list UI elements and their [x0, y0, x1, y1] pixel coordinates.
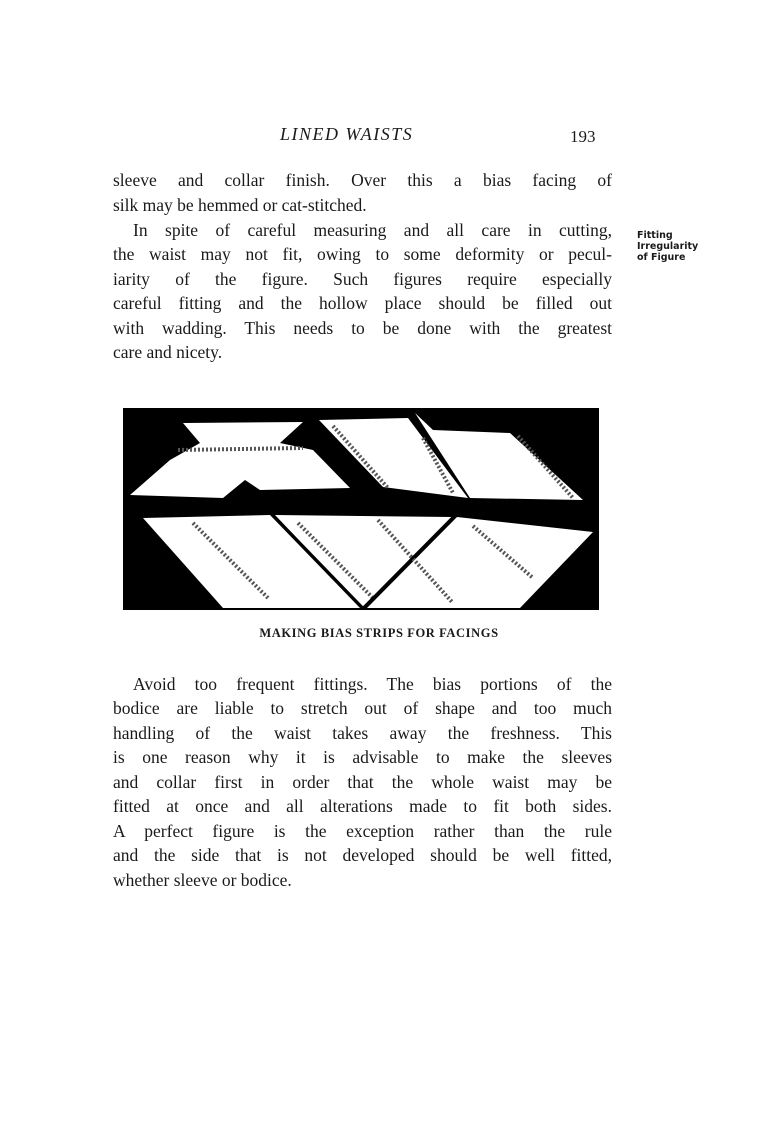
text-line: In spite of careful measuring and all care in cutting, — [133, 220, 612, 240]
margin-note-line: Irregularity — [637, 241, 699, 252]
text-line: A perfect figure is the exception rather than the rule — [113, 821, 612, 841]
text-line: bodice are liable to stretch out of shape and too much — [113, 698, 612, 718]
text-line: is one reason why it is advisable to make the sleeves — [113, 747, 612, 767]
page-number: 193 — [570, 127, 596, 146]
margin-note-line: of Figure — [637, 252, 686, 263]
margin-note-line: Fitting — [637, 230, 673, 241]
margin-note — [637, 230, 698, 263]
figure-caption — [0, 626, 768, 641]
figure-caption-text: MAKING BIAS STRIPS FOR FACINGS — [259, 626, 499, 640]
text-line: iarity of the figure. Such figures require especially — [113, 269, 612, 289]
text-line: care and nicety. — [113, 342, 223, 362]
text-line: sleeve and collar finish. Over this a bias facing of — [113, 170, 612, 190]
running-title: LINED WAISTS — [280, 124, 414, 144]
text-line: the waist may not fit, owing to some deformity or pecul- — [113, 244, 612, 264]
text-line: and collar first in order that the whole waist may be — [113, 772, 612, 792]
text-line: with wadding. This needs to be done with the greatest — [113, 318, 612, 338]
text-line: careful fitting and the hollow place should be filled out — [113, 293, 612, 313]
text-line: silk may be hemmed or cat-stitched. — [113, 195, 367, 215]
text-line: fitted at once and all alterations made to fit both sides. — [113, 796, 612, 816]
text-line: and the side that is not developed should be well fitted, — [113, 845, 612, 865]
text-line: handling of the waist takes away the freshness. This — [113, 723, 612, 743]
text-line: whether sleeve or bodice. — [113, 870, 292, 890]
text-line: Avoid too frequent fittings. The bias portions of the — [133, 674, 612, 694]
bias-strips-illustration — [123, 408, 599, 610]
